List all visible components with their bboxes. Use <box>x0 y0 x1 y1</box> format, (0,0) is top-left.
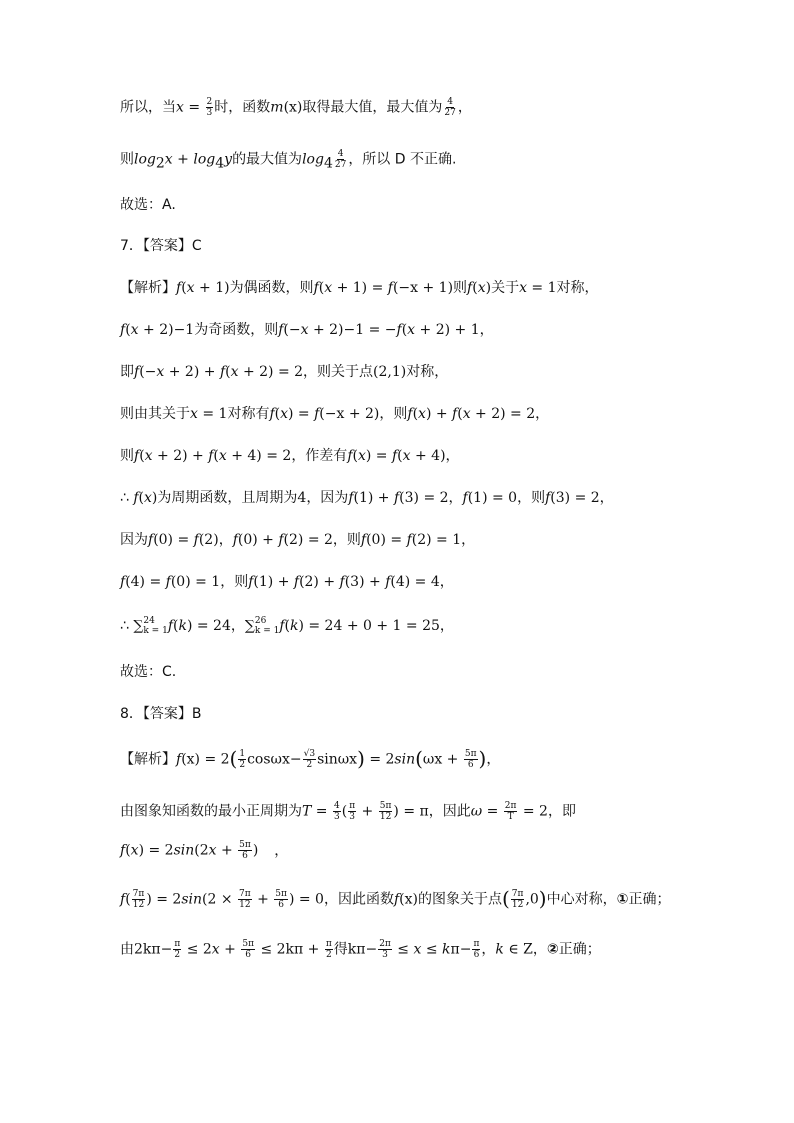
text: 的图象关于点 <box>417 891 502 908</box>
question-number: 8． <box>120 706 143 722</box>
text: 中心对称， <box>546 891 617 908</box>
answer-tag: 【答案】 <box>142 238 192 254</box>
line-choose-a: 故选：A. <box>120 197 176 213</box>
line-period: ∴ f(x)为周期函数，且周期为4，因为f(1) + f(3) = 2，f(1) = 0，则f(3) = 2， <box>120 490 614 506</box>
line-analysis-7: 【解析】f(x + 1)为偶函数，则f(x + 1) = f(−x + 1)则f(x)关于x = 1对称， <box>120 280 599 296</box>
text: ， <box>439 618 454 634</box>
text: ， <box>481 941 496 958</box>
text: ，则 <box>517 490 546 506</box>
answer-8-heading <box>120 704 202 724</box>
text: ， <box>461 532 476 548</box>
text: ， <box>448 490 463 506</box>
circled-two: ② <box>546 941 559 958</box>
text: 为周期函数，且周期为 <box>157 490 298 506</box>
line-statement-1: f( $\frac{7\pi}{12}$ ) = 2sin(2 × $\frac{7\pi}{12}$ + $\frac{5\pi}{6}$ ) = 0，因此函数f(x)的图象关于点( $\frac{7\pi}{12}$ ,0)中心对称，①正确； <box>120 886 671 911</box>
text: ∴ <box>120 618 134 634</box>
text: ， <box>218 532 233 548</box>
text: 即 <box>120 364 134 380</box>
line-summation: ∴ ∑ 24 k = 1 f(k) = 24，∑ 26 k = 1 f(k) = 24 + 0 + 1 = 25， <box>120 616 454 636</box>
question-number: 7． <box>120 238 143 254</box>
text: 对称， <box>406 364 449 380</box>
line-f0-f2: 因为f(0) = f(2)，f(0) + f(2) = 2，则f(0) = f(2) = 1， <box>120 532 476 548</box>
text: ， <box>274 842 289 859</box>
text: ∴ <box>120 490 134 506</box>
text: ，作差有 <box>291 448 348 464</box>
text: ， <box>599 490 614 506</box>
text: ， <box>535 406 550 422</box>
line-odd-function: f(x + 2)−1为奇函数，则f(−x + 2)−1 = −f(x + 2) + 1， <box>120 322 494 338</box>
text: 取得最大值，最大值为 <box>302 99 443 116</box>
line-statement-2: 由2kπ− $\frac{\pi}{2}$ ≤ 2x + $\frac{5\pi}{6}$ ≤ 2kπ + $\frac{\pi}{2}$ 得kπ− $\frac{2\pi}{3}$ ≤ x ≤ kπ− $\frac{\pi}{6}$ ，k ∈ Z，②正确； <box>120 939 601 960</box>
line-log-max: 则$\log_2x + \log_4y$的最大值为$\log_4$ $\frac{4}{27}$ ，所以 D 不正确. <box>120 149 457 172</box>
line-analysis-8: 【解析】f(x) = 2( $\frac{1}{2}$ cosωx− $\frac{√3}{2}$ sinωx) = 2sin(ωx + $\frac{5\pi}{6}$ )， <box>120 746 501 771</box>
answer-value: B <box>191 706 202 722</box>
text: ， <box>457 99 472 116</box>
analysis-tag: 【解析】 <box>120 751 176 768</box>
text: 则由其关于 <box>120 406 190 422</box>
text: 则 <box>120 448 134 464</box>
line-max-value: 所以，当x = $\frac{2}{3}$ 时，函数m(x)取得最大值，最大值为 $\frac{4}{27}$ ， <box>120 97 472 118</box>
text: 为奇函数，则 <box>194 322 279 338</box>
text: ，则关于点 <box>303 364 374 380</box>
analysis-tag: 【解析】 <box>120 280 176 296</box>
text: ，所以 D 不正确. <box>348 151 457 168</box>
text: 为偶函数，则 <box>229 280 314 296</box>
text: 关于 <box>491 280 520 296</box>
line-axis-symmetry: 则由其关于x = 1对称有f(x) = f(−x + 2)，则f(x) + f(x + 2) = 2， <box>120 406 550 422</box>
text: 由 <box>120 941 134 958</box>
text: ， <box>445 448 460 464</box>
answer-value: C <box>191 238 202 254</box>
answer-7-heading <box>120 236 202 256</box>
text: ，因此函数 <box>323 891 394 908</box>
line-min-period: 由图象知函数的最小正周期为T = $\frac{4}{3}$ ( $\frac{\pi}{3}$ + $\frac{5\pi}{12}$ ) = π，因此ω = $\frac{2\pi}{T}$ = 2，即 <box>120 801 576 822</box>
text: 正确； <box>558 941 601 958</box>
text: 时，函数 <box>214 99 271 116</box>
text: 则 <box>120 151 134 168</box>
text: ， <box>479 322 494 338</box>
text: ，则 <box>332 532 361 548</box>
answer-tag: 【答案】 <box>142 706 192 722</box>
text: 对称有 <box>227 406 270 422</box>
text: ，则 <box>379 406 408 422</box>
text: ， <box>486 751 501 768</box>
text: ，因为 <box>306 490 349 506</box>
text: 得 <box>333 941 348 958</box>
text: 因为 <box>120 532 148 548</box>
line-choose-c: 故选：C. <box>120 664 177 680</box>
text: ，则 <box>220 574 249 590</box>
text: 所以，当 <box>120 99 176 116</box>
text: ， <box>230 618 245 634</box>
text: ，即 <box>547 803 576 820</box>
text: 则 <box>453 280 468 296</box>
text: ， <box>532 941 547 958</box>
line-difference: 则f(x + 2) + f(x + 4) = 2，作差有f(x) = f(x + 4)， <box>120 448 460 464</box>
text: 正确； <box>628 891 671 908</box>
line-sum-four: f(4) = f(0) = 1，则f(1) + f(2) + f(3) + f(4) = 4， <box>120 574 454 590</box>
line-point-symmetry: 即f(−x + 2) + f(x + 2) = 2，则关于点(2,1)对称， <box>120 364 449 380</box>
text: 对称， <box>556 280 599 296</box>
text: 的最大值为 <box>232 151 303 168</box>
circled-one: ① <box>616 891 629 908</box>
text: ， <box>439 574 454 590</box>
line-function-def: f(x) = 2sin(2x + $\frac{5\pi}{6}$ ) ， <box>120 840 289 861</box>
text: 由图象知函数的最小正周期为 <box>120 803 302 820</box>
text: ，因此 <box>428 803 471 820</box>
